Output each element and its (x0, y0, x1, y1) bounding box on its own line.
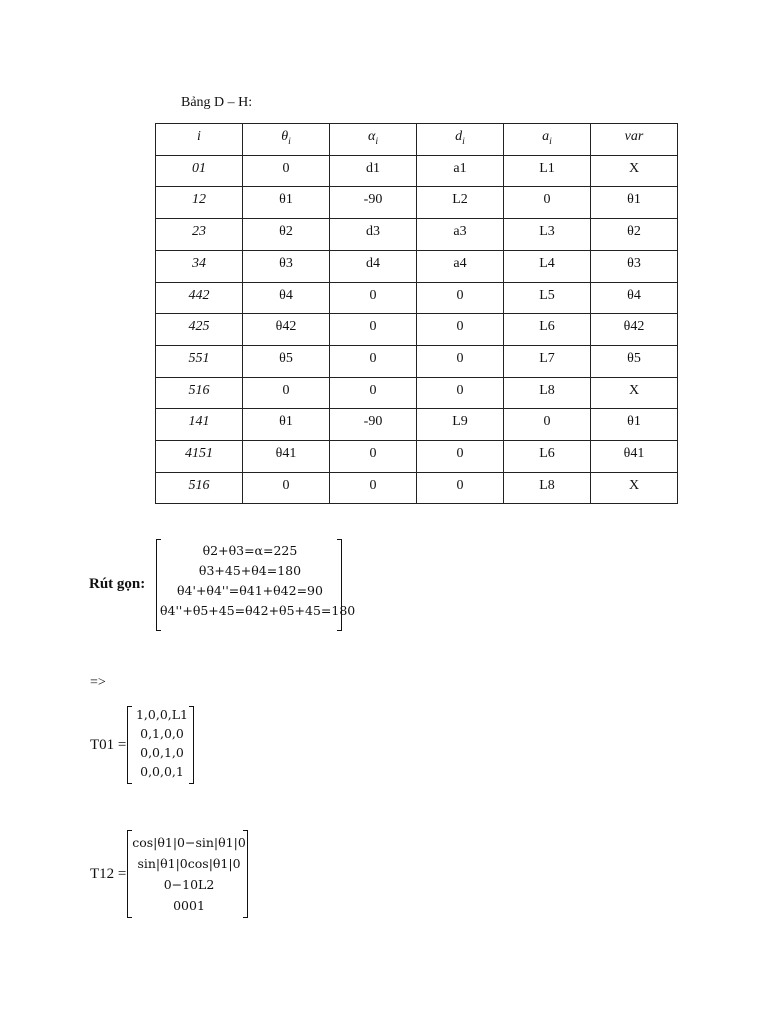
table-cell: 12 (156, 187, 243, 219)
table-cell: 0 (330, 377, 417, 409)
matrix-row: 0,0,0,1 (140, 764, 184, 779)
table-row (156, 472, 678, 504)
table-header-cell: $\theta_i$ (243, 124, 330, 156)
table-cell: θ1 (243, 187, 330, 219)
table-cell: θ1 (591, 187, 678, 219)
t01-label: T01 = (90, 737, 127, 753)
table-cell: L2 (417, 187, 504, 219)
t12-label: T12 = (90, 866, 127, 882)
table-cell: θ3 (591, 250, 678, 282)
matrix-row: 0,1,0,0 (140, 726, 184, 741)
t12-right-bracket (243, 830, 248, 918)
equation-line: θ4'+θ4''=θ41+θ42=90 (177, 583, 323, 598)
matrix-row: sin|θ1|0cos|θ1|0 (137, 856, 241, 871)
table-cell: a3 (417, 219, 504, 251)
equation-line: θ3+45+θ4=180 (198, 563, 302, 578)
table-cell: θ1 (591, 409, 678, 441)
table-cell: 0 (504, 409, 591, 441)
dh-parameter-table (155, 123, 678, 504)
table-cell: θ41 (243, 440, 330, 472)
table-row (156, 314, 678, 346)
table-cell: θ2 (243, 219, 330, 251)
table-cell: L8 (504, 472, 591, 504)
table-cell: 551 (156, 345, 243, 377)
t01-right-bracket (189, 706, 194, 784)
matrix-row: 1,0,0,L1 (135, 707, 189, 722)
table-cell: 0 (330, 282, 417, 314)
equation-line: θ4''+θ5+45=θ42+θ5+45=180 (160, 603, 356, 618)
table-cell: a1 (417, 155, 504, 187)
table-row (156, 219, 678, 251)
simplify-label: Rút gọn: (89, 576, 146, 592)
table-cell: 0 (417, 472, 504, 504)
table-header-cell: i (156, 124, 243, 156)
table-cell: 0 (243, 377, 330, 409)
table-cell: 425 (156, 314, 243, 346)
table-cell: θ4 (591, 282, 678, 314)
table-cell: θ42 (243, 314, 330, 346)
table-cell: L6 (504, 440, 591, 472)
table-cell: 516 (156, 377, 243, 409)
table-cell: θ2 (591, 219, 678, 251)
table-row (156, 250, 678, 282)
table-row (156, 345, 678, 377)
table-caption: Bảng D – H: (181, 95, 253, 110)
table-row (156, 440, 678, 472)
matrix-row: 0−10L2 (163, 877, 215, 892)
table-cell: d4 (330, 250, 417, 282)
table-cell: 0 (330, 472, 417, 504)
table-cell: θ1 (243, 409, 330, 441)
table-header-cell: $d_i$ (417, 124, 504, 156)
t12-matrix (130, 832, 248, 916)
table-cell: 0 (330, 314, 417, 346)
table-cell: 23 (156, 219, 243, 251)
table-cell: L7 (504, 345, 591, 377)
table-row (156, 409, 678, 441)
matrix-row: 0,0,1,0 (140, 745, 184, 760)
table-cell: d3 (330, 219, 417, 251)
simplify-equations (160, 541, 356, 621)
table-cell: -90 (330, 187, 417, 219)
table-cell: 0 (243, 155, 330, 187)
table-cell: 141 (156, 409, 243, 441)
table-cell: 442 (156, 282, 243, 314)
table-cell: 0 (330, 440, 417, 472)
implies-arrow: => (90, 675, 106, 690)
table-cell: θ3 (243, 250, 330, 282)
table-cell: X (591, 377, 678, 409)
table-cell: θ41 (591, 440, 678, 472)
table-cell: L1 (504, 155, 591, 187)
table-cell: X (591, 472, 678, 504)
table-cell: 34 (156, 250, 243, 282)
t01-matrix (131, 705, 193, 781)
table-cell: 0 (417, 314, 504, 346)
table-cell: L6 (504, 314, 591, 346)
table-row (156, 155, 678, 187)
table-header-cell: $a_i$ (504, 124, 591, 156)
table-row (156, 187, 678, 219)
table-cell: L5 (504, 282, 591, 314)
table-cell: 01 (156, 155, 243, 187)
matrix-row: cos|θ1|0−sin|θ1|0 (132, 835, 246, 850)
table-cell: θ4 (243, 282, 330, 314)
table-cell: L8 (504, 377, 591, 409)
simplify-right-bracket (337, 539, 342, 631)
table-header-cell: $\alpha_i$ (330, 124, 417, 156)
table-row (156, 282, 678, 314)
equation-line: θ2+θ3=α=225 (202, 543, 298, 558)
table-row (156, 377, 678, 409)
table-cell: L9 (417, 409, 504, 441)
table-cell: a4 (417, 250, 504, 282)
table-cell: 0 (243, 472, 330, 504)
table-cell: d1 (330, 155, 417, 187)
table-cell: 0 (417, 440, 504, 472)
table-cell: 0 (417, 282, 504, 314)
table-cell: L4 (504, 250, 591, 282)
table-cell: 516 (156, 472, 243, 504)
table-cell: θ42 (591, 314, 678, 346)
table-cell: 0 (417, 377, 504, 409)
table-cell: L3 (504, 219, 591, 251)
table-cell: 0 (417, 345, 504, 377)
matrix-row: 0001 (173, 898, 205, 913)
table-header-cell: var (591, 124, 678, 156)
table-cell: θ5 (591, 345, 678, 377)
table-cell: 4151 (156, 440, 243, 472)
table-cell: 0 (330, 345, 417, 377)
table-cell: θ5 (243, 345, 330, 377)
table-cell: 0 (504, 187, 591, 219)
table-cell: X (591, 155, 678, 187)
table-cell: -90 (330, 409, 417, 441)
